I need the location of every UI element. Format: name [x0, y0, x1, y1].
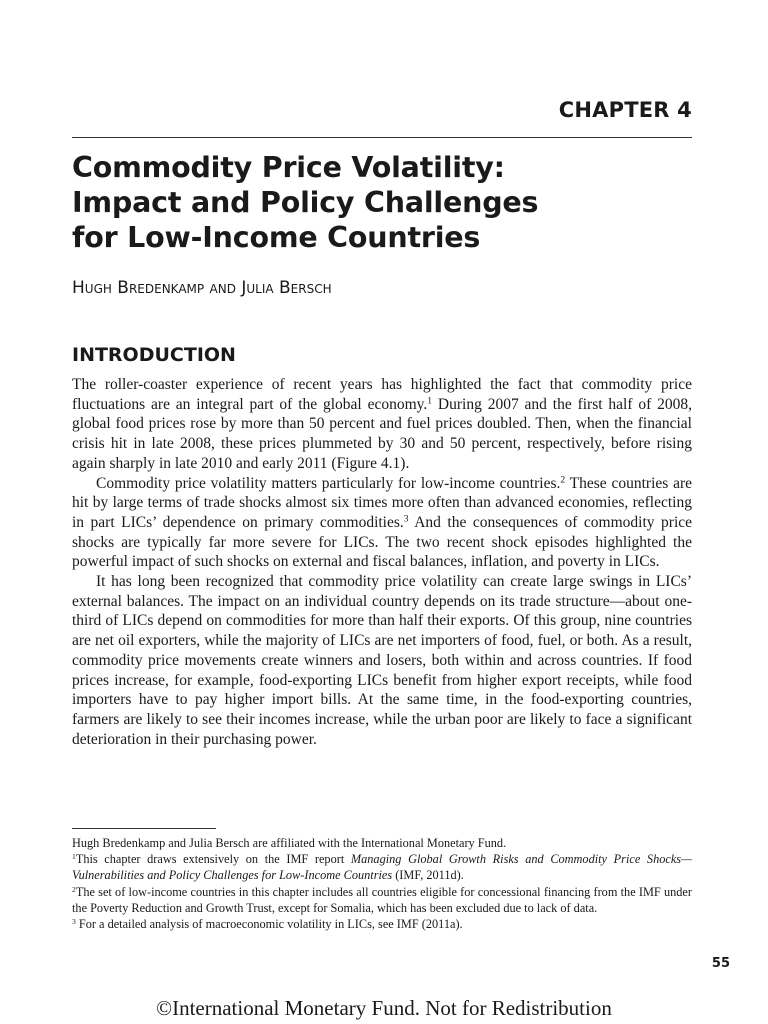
- chapter-rule: [72, 137, 692, 138]
- footnote: $^1$This chapter draws extensively on the IMF report Managing Global Growth Risks and Commodity Price Shocks—Vulnerabilities and Policy Challenges for Low-Income Countries (IMF, 2011d).: [72, 852, 692, 883]
- chapter-authors: Hugh Bredenkamp and Julia Bersch: [72, 278, 332, 298]
- chapter-label: CHAPTER 4: [558, 98, 692, 122]
- footnote-marker: 1: [427, 395, 433, 407]
- paragraph: It has long been recognized that commodity price volatility can create large swings in LICs’ external balances. The impact on an individual country depends on its trade structure—about one-third of LICs depend on commodities for more than half their exports. Of this group, nine countries are net oil exporters, while the majority of LICs are net importers of food, fuel, or both. As a result, commodity price movements create winners and losers, both within and across countries. If food prices increase, for example, food-exporting LICs benefit from higher export receipts, while food importers have to pay higher import bills. At the same time, in the food-exporting countries, farmers are likely to see their incomes increase, while the urban poor are likely to face a significant deterioration in their purchasing power.: [72, 573, 692, 748]
- paragraph: The roller-coaster experience of recent years has highlighted the fact that commodity price fluctuations are an integral part of the global economy.$^1$ During 2007 and the first half of 2008, global food prices rose by more than 50 percent and fuel prices doubled. Then, when the financial crisis hit in late 2008, these prices plummeted by 30 and 50 percent, respectively, before rising again sharply in late 2010 and early 2011 (Figure 4.1).: [72, 376, 692, 472]
- footnote: $^2$The set of low-income countries in this chapter includes all countries eligible for concessional financing from the IMF under the Poverty Reduction and Growth Trust, except for Somalia, which has been excluded due to lack of data.: [72, 884, 692, 915]
- footnote-marker: 3: [403, 513, 409, 525]
- chapter-title-line: Commodity Price Volatility:: [72, 151, 505, 184]
- footnote-marker: 2: [560, 474, 566, 486]
- chapter-title: [72, 150, 692, 255]
- chapter-title-line: Impact and Policy Challenges: [72, 186, 539, 219]
- page-number: 55: [711, 956, 730, 971]
- cited-title: Managing Global Growth Risks and Commodity Price Shocks—Vulnerabilities and Policy Challenges for Low-Income Countries: [72, 852, 692, 883]
- section-heading: INTRODUCTION: [72, 344, 236, 366]
- footnote-marker: 1: [72, 852, 76, 862]
- footnote-marker: 2: [72, 884, 76, 894]
- chapter-title-line: for Low-Income Countries: [72, 221, 481, 254]
- footnote-rule: [72, 828, 216, 829]
- footnote: $^3$ For a detailed analysis of macroeconomic volatility in LICs, see IMF (2011a).: [72, 916, 463, 932]
- footnote-marker: 3: [72, 916, 76, 926]
- body-text: [72, 375, 692, 749]
- footnotes: [72, 835, 692, 932]
- paragraph: Commodity price volatility matters particularly for low-income countries.$^2$ These countries are hit by large terms of trade shocks almost six times more often than advanced economies, reflecting in part LICs’ dependence on primary commodities.$^3$ And the consequences of commodity price shocks are typically far more severe for LICs. The two recent shock episodes highlighted the powerful impact of such shocks on external and fiscal balances, inflation, and poverty in LICs.: [72, 474, 693, 571]
- copyright-notice: ©International Monetary Fund. Not for Redistribution: [156, 996, 612, 1020]
- footnote-affiliation: Hugh Bredenkamp and Julia Bersch are affiliated with the International Monetary Fund.: [72, 836, 507, 850]
